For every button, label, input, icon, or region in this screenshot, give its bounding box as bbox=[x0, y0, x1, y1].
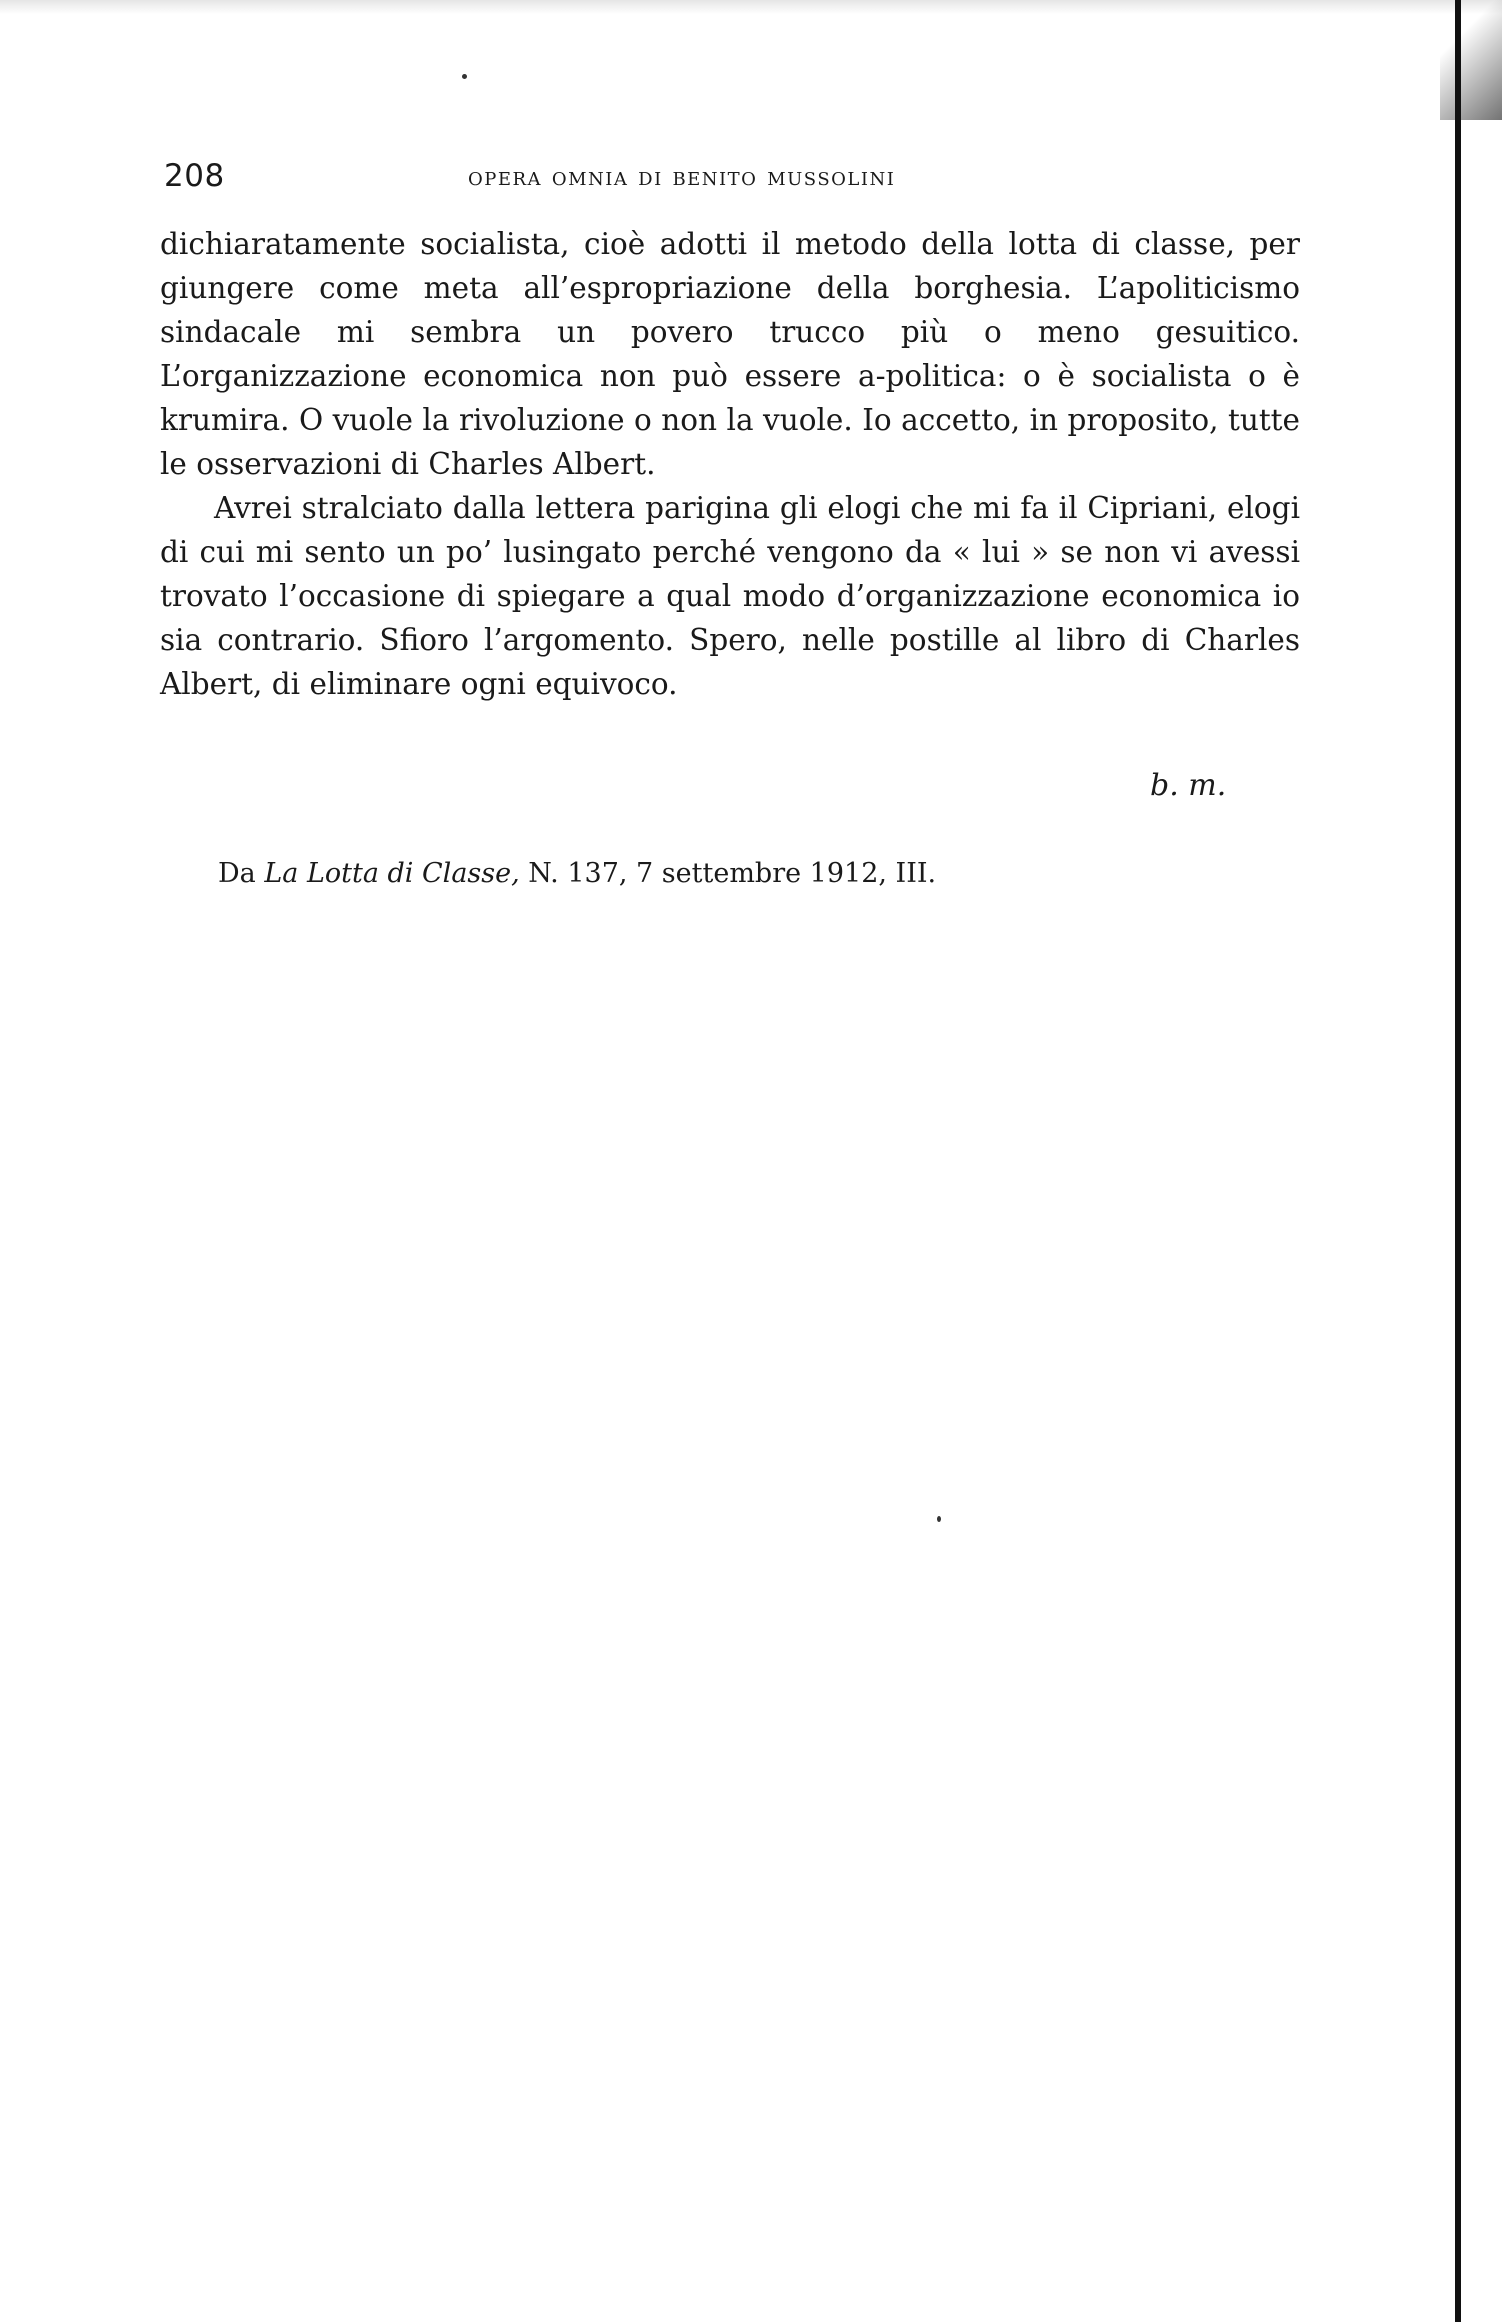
scan-shadow-corner bbox=[1440, 0, 1502, 120]
source-title: La Lotta di Classe, bbox=[264, 858, 520, 889]
source-prefix: Da bbox=[218, 858, 256, 889]
source-details: N. 137, 7 settembre 1912, III. bbox=[528, 858, 937, 889]
scan-page-edge bbox=[1455, 0, 1461, 2322]
author-initials: b. m. bbox=[1150, 768, 1227, 803]
scan-speck bbox=[937, 1516, 941, 1522]
scan-shadow-top bbox=[0, 0, 1502, 14]
scan-speck bbox=[462, 74, 467, 79]
page-header bbox=[164, 158, 1294, 202]
paragraph: dichiaratamente socialista, cioè adotti il metodo della lotta di classe, per giungere come meta all’espropriazione della borghesia. L’apoliticismo sindacale mi sembra un povero trucco più o meno gesuitico. L’organizzazione economica non può essere a-politica: o è socialista o è krumira. O vuole la rivoluzione o non la vuole. Io accetto, in proposito, tutte le osservazioni di Charles Albert. bbox=[160, 227, 1300, 481]
source-citation bbox=[218, 858, 936, 889]
running-head: opera omnia di benito mussolini bbox=[468, 162, 896, 192]
page-number: 208 bbox=[164, 158, 225, 194]
paragraph: Avrei stralciato dalla lettera parigina gli elogi che mi fa il Cipriani, elogi di cui mi sento un po’ lusingato perché vengono da « lui » se non vi avessi trovato l’occasione di spiegare a qual modo d’organizzazione economica io sia contrario. Sfioro l’argomento. Spero, nelle postille al libro di Charles Albert, di eliminare ogni equivoco. bbox=[160, 491, 1300, 701]
body-text bbox=[160, 222, 1300, 706]
